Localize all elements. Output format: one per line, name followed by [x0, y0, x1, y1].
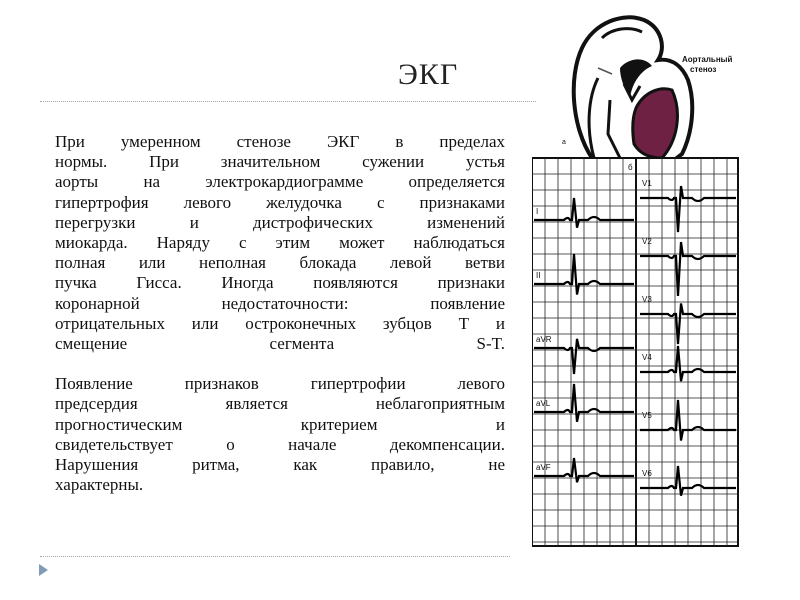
footer-divider — [40, 556, 510, 557]
aortic-stenosis-figure — [532, 8, 740, 548]
text-line: коронарной недостаточности: появление — [55, 293, 505, 313]
paragraph-1 — [55, 132, 505, 354]
lead-label: II — [536, 271, 541, 280]
lead-label: V4 — [642, 353, 652, 362]
text-line: полная или неполная блокада левой ветви — [55, 253, 505, 273]
text-line: отрицательных или остроконечных зубцов Т и — [55, 313, 505, 333]
lead-label: V2 — [642, 237, 652, 246]
text-line: Появление признаков гипертрофии левого — [55, 374, 505, 394]
heart-diagram-icon — [562, 17, 732, 168]
text-line: перегрузки и дистрофических изменений — [55, 212, 505, 232]
text-line: предсердия является неблагоприятным — [55, 394, 505, 414]
heart-label-line1: Аортальный — [682, 55, 733, 64]
figure-drawing — [532, 8, 740, 548]
text-line: миокарда. Наряду с этим может наблюдаться — [55, 233, 505, 253]
text-line: Нарушения ритма, как правило, не — [55, 455, 505, 475]
paragraph-2 — [55, 374, 505, 495]
lead-label: aVL — [536, 399, 551, 408]
lead-label: V1 — [642, 179, 652, 188]
lead-label: I — [536, 207, 539, 216]
lead-label: V5 — [642, 411, 652, 420]
panel-a-letter: а — [562, 139, 566, 146]
slide-body-text — [55, 132, 505, 495]
lead-label: aVF — [536, 463, 551, 472]
paragraph-gap — [55, 354, 505, 374]
triangle-bullet-icon — [39, 564, 48, 576]
text-line: гипертрофия левого желудочка с признаками — [55, 192, 505, 212]
ecg-grid-panel — [532, 158, 738, 546]
text-line: нормы. При значительном сужении устья — [55, 152, 505, 172]
heart-label-line2: стеноз — [690, 65, 717, 74]
lead-label: aVR — [536, 335, 552, 344]
text-line: прогностическим критерием и — [55, 414, 505, 434]
text-line: характерны. — [55, 475, 144, 495]
text-line: аорты на электрокардиограмме определяется — [55, 172, 505, 192]
lead-label: V6 — [642, 469, 652, 478]
panel-b-letter: б — [628, 163, 633, 172]
text-line: свидетельствует о начале декомпенсации. — [55, 434, 505, 454]
text-line: смещение сегмента S-T. — [55, 334, 505, 354]
title-divider — [40, 101, 536, 102]
slide-title: ЭКГ — [398, 58, 459, 91]
text-line: При умеренном стенозе ЭКГ в пределах — [55, 132, 505, 151]
lead-label: V3 — [642, 295, 652, 304]
text-line: пучка Гисса. Иногда появляются признаки — [55, 273, 505, 293]
